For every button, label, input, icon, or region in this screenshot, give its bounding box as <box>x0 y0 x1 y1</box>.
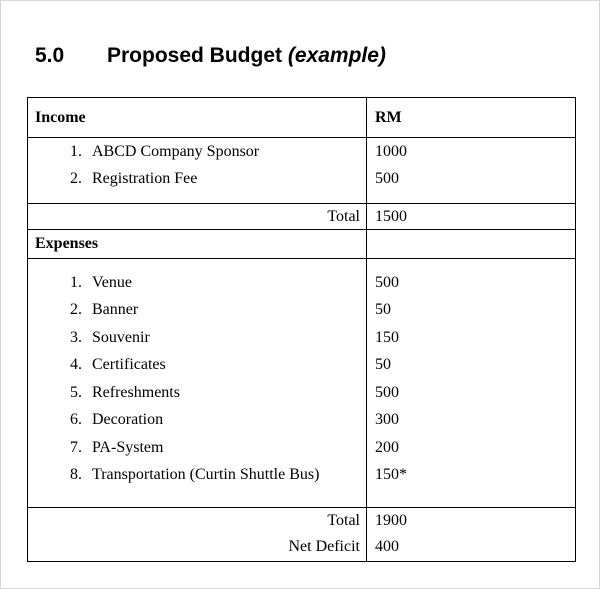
net-deficit-row <box>28 533 576 562</box>
expense-total-row <box>28 508 576 534</box>
item-amount: 500 <box>367 379 576 407</box>
item-amount: 200 <box>367 434 576 462</box>
item-number: 1. <box>70 142 82 160</box>
item-amount: 150 <box>367 324 576 352</box>
expense-total-label: Total <box>28 508 367 534</box>
income-total-amount: 1500 <box>367 204 576 230</box>
expense-row <box>28 379 576 407</box>
item-number: 6. <box>70 411 82 429</box>
section-title: Proposed Budget <box>107 44 283 67</box>
item-number: 3. <box>70 328 82 346</box>
expense-row <box>28 269 576 297</box>
item-label: Banner <box>92 301 139 319</box>
item-number: 2. <box>70 301 82 319</box>
income-row <box>28 138 576 166</box>
net-deficit-label: Net Deficit <box>28 533 367 562</box>
expense-row <box>28 462 576 490</box>
item-amount: 300 <box>367 407 576 435</box>
item-label: Souvenir <box>92 328 150 346</box>
item-label: Transportation (Curtin Shuttle Bus) <box>92 466 320 484</box>
item-label: Certificates <box>92 356 166 374</box>
expense-row <box>28 297 576 325</box>
income-row <box>28 166 576 194</box>
item-amount: 1000 <box>367 138 576 166</box>
income-header: Income <box>28 98 367 138</box>
item-number: 1. <box>70 273 82 291</box>
income-total-label: Total <box>28 204 367 230</box>
item-number: 4. <box>70 356 82 374</box>
item-amount: 150* <box>367 462 576 490</box>
expense-total-amount: 1900 <box>367 508 576 534</box>
item-label: PA-System <box>92 438 164 456</box>
expenses-header: Expenses <box>28 230 367 259</box>
item-label: Venue <box>92 273 132 291</box>
section-heading <box>35 44 386 68</box>
section-number: 5.0 <box>35 44 65 67</box>
item-amount: 500 <box>367 269 576 297</box>
item-label: ABCD Company Sponsor <box>92 142 260 160</box>
expense-row <box>28 407 576 435</box>
expense-row <box>28 352 576 380</box>
section-title-qualifier: (example) <box>287 44 386 67</box>
net-deficit-amount: 400 <box>367 533 576 562</box>
item-number: 2. <box>70 170 82 188</box>
income-header-row <box>28 98 576 138</box>
expenses-header-row <box>28 230 576 259</box>
item-label: Decoration <box>92 411 164 429</box>
item-amount: 50 <box>367 352 576 380</box>
expense-row <box>28 324 576 352</box>
item-number: 7. <box>70 438 82 456</box>
item-number: 8. <box>70 466 82 484</box>
income-total-row <box>28 204 576 230</box>
currency-header: RM <box>367 98 576 138</box>
item-amount: 50 <box>367 297 576 325</box>
item-amount: 500 <box>367 166 576 194</box>
budget-table <box>27 97 576 562</box>
item-label: Registration Fee <box>92 170 198 188</box>
item-number: 5. <box>70 383 82 401</box>
item-label: Refreshments <box>92 383 180 401</box>
expense-row <box>28 434 576 462</box>
